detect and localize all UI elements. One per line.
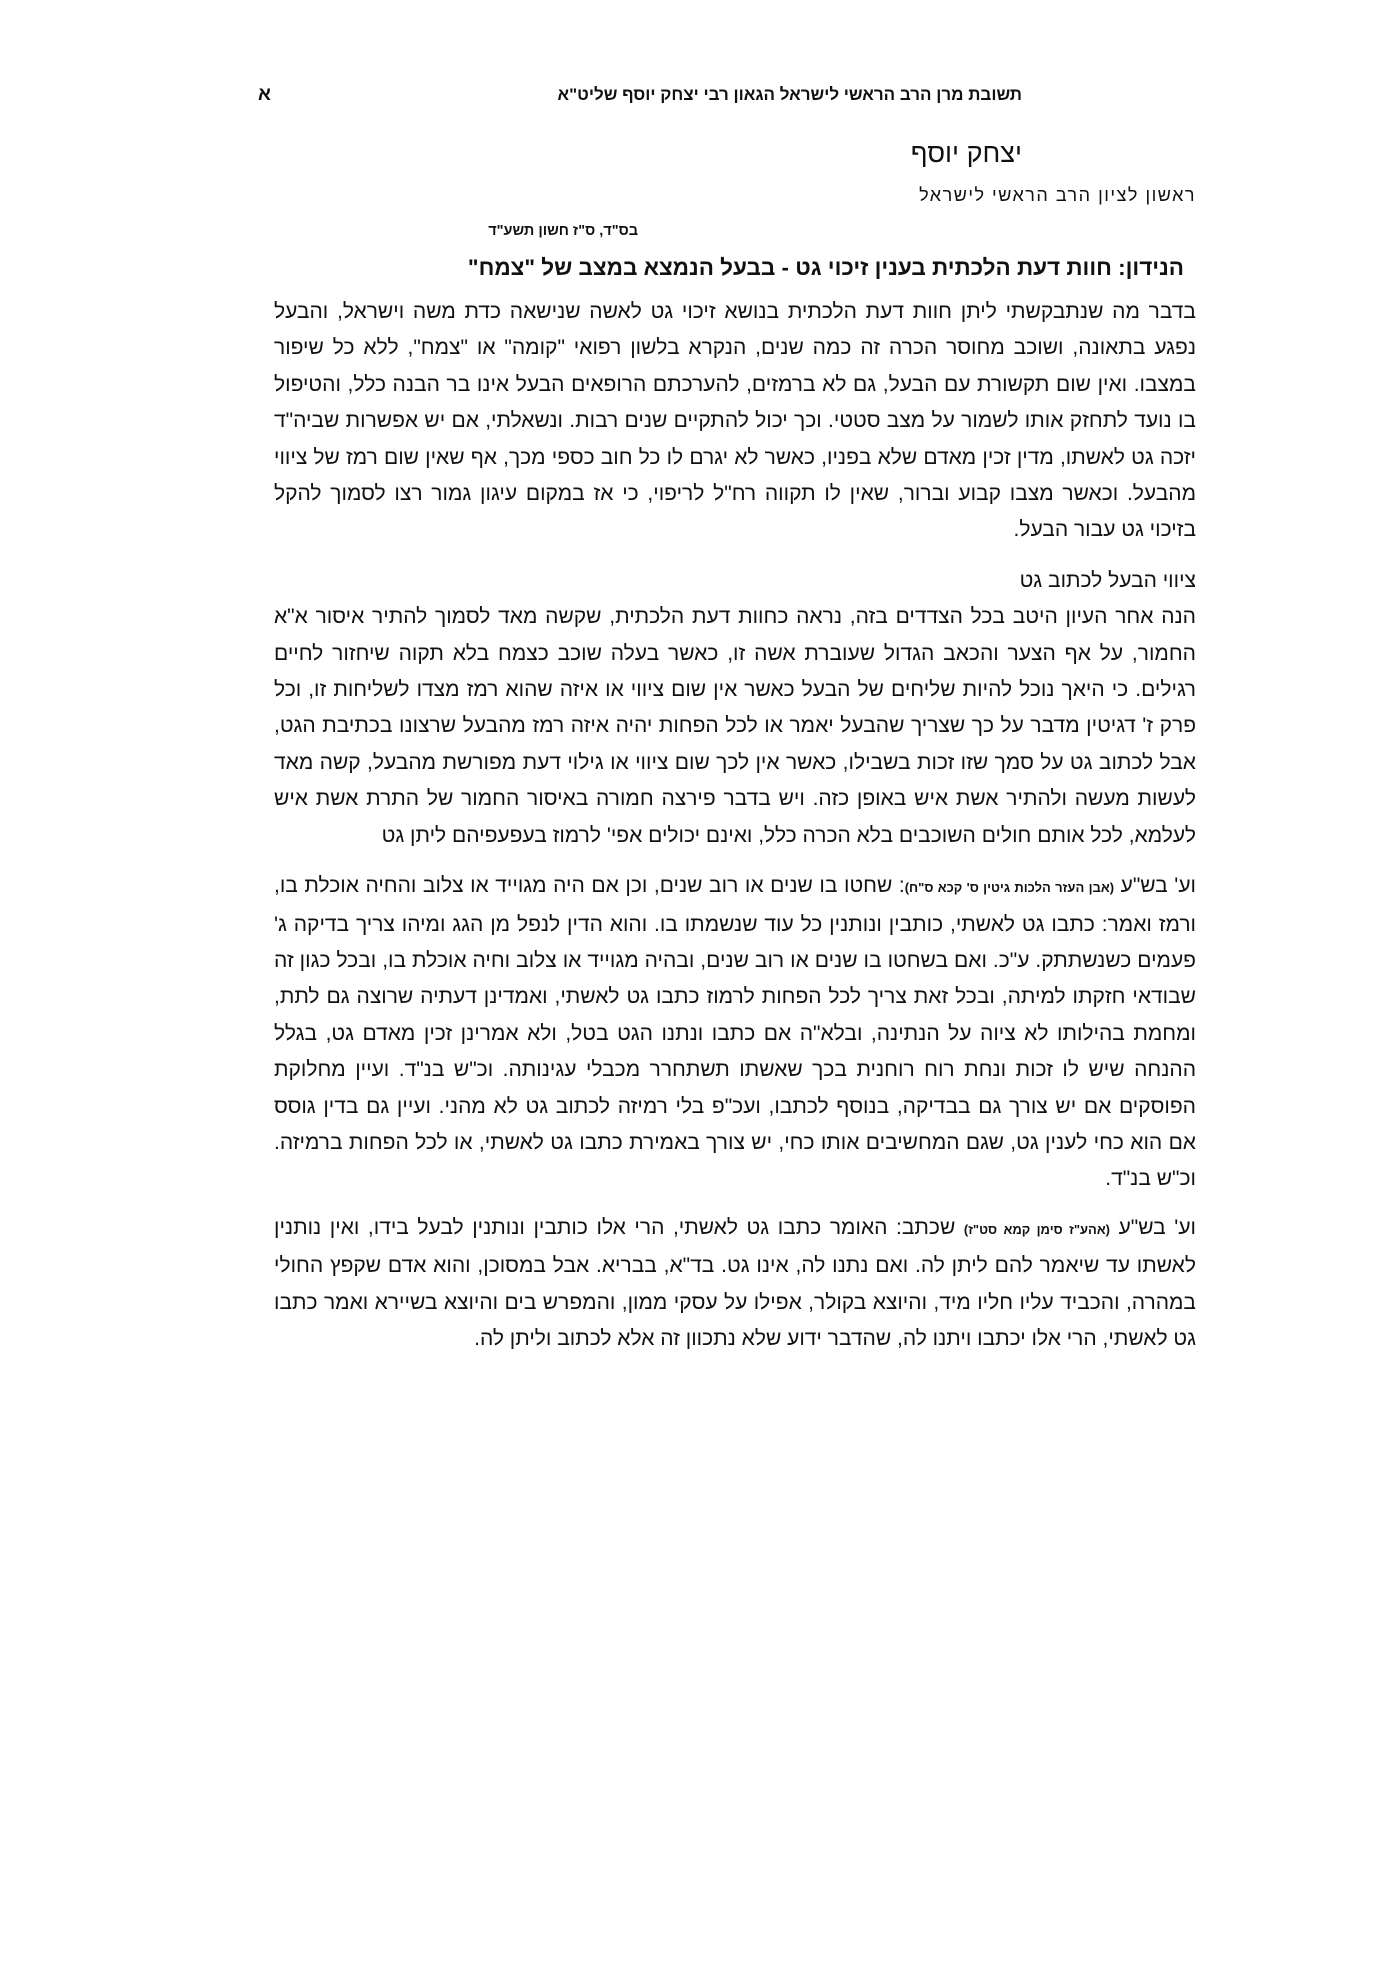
subject-line: הנידון: חוות דעת הלכתית בענין זיכוי גט - בבעל הנמצא במצב של "צמח" — [467, 255, 1184, 280]
running-header — [258, 84, 1022, 106]
paragraph-2: הנה אחר העיון היטב בכל הצדדים בזה, נראה כחוות דעת הלכתית, שקשה מאד לסמוך להתיר איסור א"א החמור, על אף הצער והכאב הגדול שעוברת אשה זו, כאשר בעלה שוכב כצמח בלא תקוה שיחזור לחיים רגילים. כי היאך נוכל להיות שליחים של הבעל כאשר אין שום ציווי או איזה שהוא רמז מצדו לשליחות זו, וכל פרק ז' דגיטין מדבר על כך שצריך שהבעל יאמר או לכל הפחות יהיה איזה רמז מהבעל שרצונו בכתיבת הגט, אבל לכתוב גט על סמך שזו זכות בשבילו, כאשר אין לכך שום ציווי או גילוי דעת מפורשת מהבעל, קשה מאד לעשות מעשה ולהתיר אשת איש באופן כזה. ויש בדבר פירצה חמורה באיסור החמור של התרת אשת איש לעלמא, לכל אותם חולים השוכבים בלא הכרה כלל, ואינם יכולים אפי' לרמוז בעפעפיהם ליתן גט — [274, 605, 1196, 847]
body-text — [274, 294, 1196, 1371]
author-title: ראשון לציון הרב הראשי לישראל — [919, 185, 1196, 205]
paragraph-3-lead: וע' בש"ע — [1114, 874, 1196, 898]
author-name: יצחק יוסף — [910, 138, 1022, 168]
paragraph-1: בדבר מה שנתבקשתי ליתן חוות דעת הלכתית בנושא זיכוי גט לאשה שנישאה כדת משה וישראל, והבעל נפגע בתאונה, ושוכב מחוסר הכרה זה כמה שנים, הנקרא בלשון רפואי "קומה" או "צמח", ללא כל שיפור במצבו. ואין שום תקשורת עם הבעל, גם לא ברמזים, להערכתם הרופאים הבעל אינו בר הבנה כלל, והטיפול בו נועד לתחזק אותו לשמור על מצב סטטי. וכך יכול להתקיים שנים רבות. ונשאלתי, אם יש אפשרות שביה"ד יזכה גט לאשתו, מדין זכין מאדם שלא בפניו, כאשר לא יגרם לו כל חוב כספי מכך, אף שאין שום רמז של ציווי מהבעל. וכאשר מצבו קבוע וברור, שאין לו תקווה רח"ל לריפוי, כי אז במקום עיגון גמור רצו לסמוך להקל בזיכוי גט עבור הבעל. — [274, 300, 1196, 542]
running-title: תשובת מרן הרב הראשי לישראל הגאון רבי יצחק יוסף שליט"א — [557, 85, 1022, 104]
paragraph-4 — [274, 1210, 1196, 1358]
section-heading: ציווי הבעל לכתוב גט — [1019, 568, 1196, 592]
paragraph-3-reference: (אבן העזר הלכות גיטין ס' קכא ס"ח) — [904, 880, 1115, 896]
paragraph-3-body: : שחטו בו שנים או רוב שנים, וכן אם היה מגוייד או צלוב והחיה אוכלת בו, ורמז ואמר: כתבו גט לאשתי, כותבין ונותנין כל עוד שנשמתו בו. והוא הדין לנפל מן הגג ומיהו צריך בדיקה ג' פעמים כשנשתתק. ע"כ. ואם בשחטו בו שנים או רוב שנים, ובהיה מגוייד או צלוב וחיה אוכלת בו, ובכל כגון זה שבודאי חזקתו למיתה, ובכל זאת צריך לכל הפחות לרמוז כתבו גט לאשתי, ואמדינן דעתיה שרוצה גם לתת, ומחמת בהילותו לא ציוה על הנתינה, ובלא"ה אם כתבו ונתנו הגט בטל, ולא אמרינן זכין מאדם גט, בגלל ההנחה שיש לו זכות ונחת רוח רוחנית בכך שאשתו תשתחרר מכבלי עגינותה. וכ"ש בנ"ד. ועיין מחלוקת הפוסקים אם יש צורך גם בבדיקה, בנוסף לכתבו, ועכ"פ בלי רמיזה לכתוב גט לא מהני. ועיין גם בדין גוסס אם הוא כחי לענין גט, שגם המחשיבים אותו כחי, יש צורך באמירת כתבו גט לאשתי, או לכל הפחות ברמיזה. וכ"ש בנ"ד. — [274, 874, 1196, 1191]
paragraph-4-body: שכתב: האומר כתבו גט לאשתי, הרי אלו כותבין ונותנין לבעל בידו, ואין נותנין לאשתו עד שיאמר להם ליתן לה. ואם נתנו לה, אינו גט. בד"א, בבריא. אבל במסוכן, והוא אדם שקפץ החולי במהרה, והכביד עליו חליו מיד, והיוצא בקולר, אפילו על עסקי ממון, והמפרש בים והיוצא בשיירא ואמר כתבו גט לאשתי, הרי אלו יכתבו ויתנו לה, שהדבר ידוע שלא נתכוון זה אלא לכתוב וליתן לה. — [274, 1215, 1196, 1350]
paragraph-4-lead: וע' בש"ע — [1110, 1215, 1196, 1239]
paragraph-3 — [274, 868, 1196, 1198]
page-number: א — [258, 84, 271, 105]
date-line: בס"ד, ס"ז חשון תשע"ד — [488, 223, 638, 239]
paragraph-4-reference: (אהע"ז סימן קמא סט"ז) — [963, 1221, 1111, 1237]
